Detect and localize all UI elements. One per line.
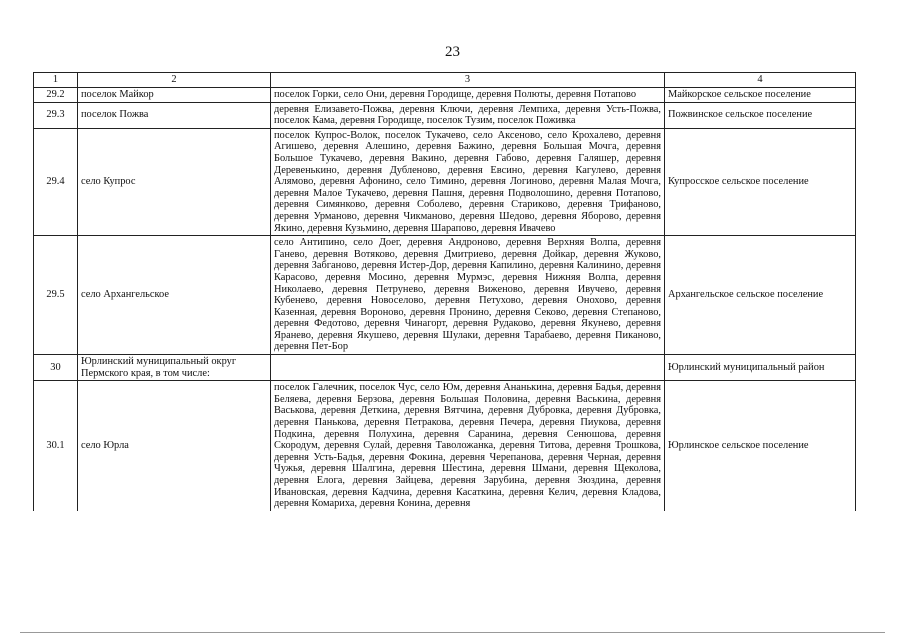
table-row [34, 381, 856, 511]
column-header: 3 [271, 73, 665, 88]
municipality-name: Юрлинское сельское поселение [665, 381, 856, 511]
table-row [34, 128, 856, 235]
included-settlements: деревня Елизавето-Пожва, деревня Ключи, деревня Лемпиха, деревня Усть-Пожва, поселок Кама, деревня Городище, поселок Тузим, поселок Поживка [271, 102, 665, 128]
settlement-name: село Архангельское [78, 236, 271, 355]
row-number: 30 [34, 355, 78, 381]
included-settlements [271, 355, 665, 381]
municipality-name: Юрлинский муниципальный район [665, 355, 856, 381]
included-settlements: поселок Купрос-Волок, поселок Тукачево, село Аксеново, село Крохалево, деревня Агишево, деревня Алешино, деревня Бажино, деревня Большая Мочга, деревня Большое Тукачево, деревня Вакино, деревня Габово, деревня Галяшер, деревня Деревенькино, деревня Дубленово, деревня Евсино, деревня Кагулево, деревня Алямово, деревня Афонино, село Тимино, деревня Логиново, деревня Малая Мочга, деревня Малое Тукачево, деревня Пашня, деревня Подволошино, деревня Потапово, деревня Симянково, деревня Соболево, деревня Стариково, деревня Трифаново, деревня Урманово, деревня Чикманово, деревня Шедово, деревня Яборово, деревня Якино, деревня Кузьмино, деревня Шарапово, деревня Ивачево [271, 128, 665, 235]
row-number: 29.5 [34, 236, 78, 355]
column-header: 1 [34, 73, 78, 88]
table-header-row [34, 73, 856, 88]
municipality-name: Архангельское сельское поселение [665, 236, 856, 355]
table-row [34, 236, 856, 355]
row-number: 29.4 [34, 128, 78, 235]
settlement-name: село Юрла [78, 381, 271, 511]
municipality-name: Пожвинское сельское поселение [665, 102, 856, 128]
settlement-name: Юрлинский муниципальный округ Пермского края, в том числе: [78, 355, 271, 381]
settlement-name: село Купрос [78, 128, 271, 235]
municipality-name: Майкорское сельское поселение [665, 88, 856, 103]
row-number: 29.3 [34, 102, 78, 128]
scan-edge-line [20, 632, 885, 633]
settlement-name: поселок Пожва [78, 102, 271, 128]
included-settlements: село Антипино, село Доег, деревня Андроново, деревня Верхняя Волпа, деревня Ганево, деревня Вотяково, деревня Дмитриево, деревня Дойкар, деревня Жуково, деревня Забганово, деревня Истер-Дор, деревня Капилино, деревня Калинино, деревня Карасово, деревня Мосино, деревня Мурмэс, деревня Нижняя Волпа, деревня Николаево, деревня Петрунево, деревня Виженово, деревня Ивучево, деревня Кубенево, деревня Новоселово, деревня Петухово, деревня Онохово, деревня Казенная, деревня Вороново, деревня Пронино, деревня Секово, деревня Степаново, деревня Федотово, деревня Чинагорт, деревня Рудаково, деревня Якунево, деревня Яранево, деревня Якушево, деревня Шулаки, деревня Тарабаево, деревня Пиканово, деревня Пет-Бор [271, 236, 665, 355]
included-settlements: поселок Горки, село Они, деревня Городище, деревня Полюты, деревня Потапово [271, 88, 665, 103]
included-settlements: поселок Галечник, поселок Чус, село Юм, деревня Ананькина, деревня Бадья, деревня Беляева, деревня Берзова, деревня Большая Половина, деревня Васькина, деревня Васькова, деревня Деткина, деревня Вятчина, деревня Дубровка, деревня Дубровка, деревня Панькова, деревня Петракова, деревня Печера, деревня Пиукова, деревня Подкина, деревня Полухина, деревня Саранина, деревня Сенюшова, деревня Скородум, деревня Сулай, деревня Таволожанка, деревня Титова, деревня Трошкова, деревня Усть-Бадья, деревня Фокина, деревня Черепанова, деревня Черная, деревня Чужья, деревня Шалгина, деревня Шестина, деревня Шмани, деревня Щеколова, деревня Елога, деревня Зайцева, деревня Зарубина, деревня Зюздина, деревня Ивановская, деревня Кадчина, деревня Касаткина, деревня Келич, деревня Кладова, деревня Комариха, деревня Конина, деревня [271, 381, 665, 511]
settlement-name: поселок Майкор [78, 88, 271, 103]
column-header: 4 [665, 73, 856, 88]
table-row [34, 88, 856, 103]
column-header: 2 [78, 73, 271, 88]
page-number: 23 [445, 44, 460, 60]
table-row [34, 355, 856, 381]
municipality-name: Купросское сельское поселение [665, 128, 856, 235]
row-number: 29.2 [34, 88, 78, 103]
settlements-table [33, 72, 856, 511]
table-row [34, 102, 856, 128]
row-number: 30.1 [34, 381, 78, 511]
